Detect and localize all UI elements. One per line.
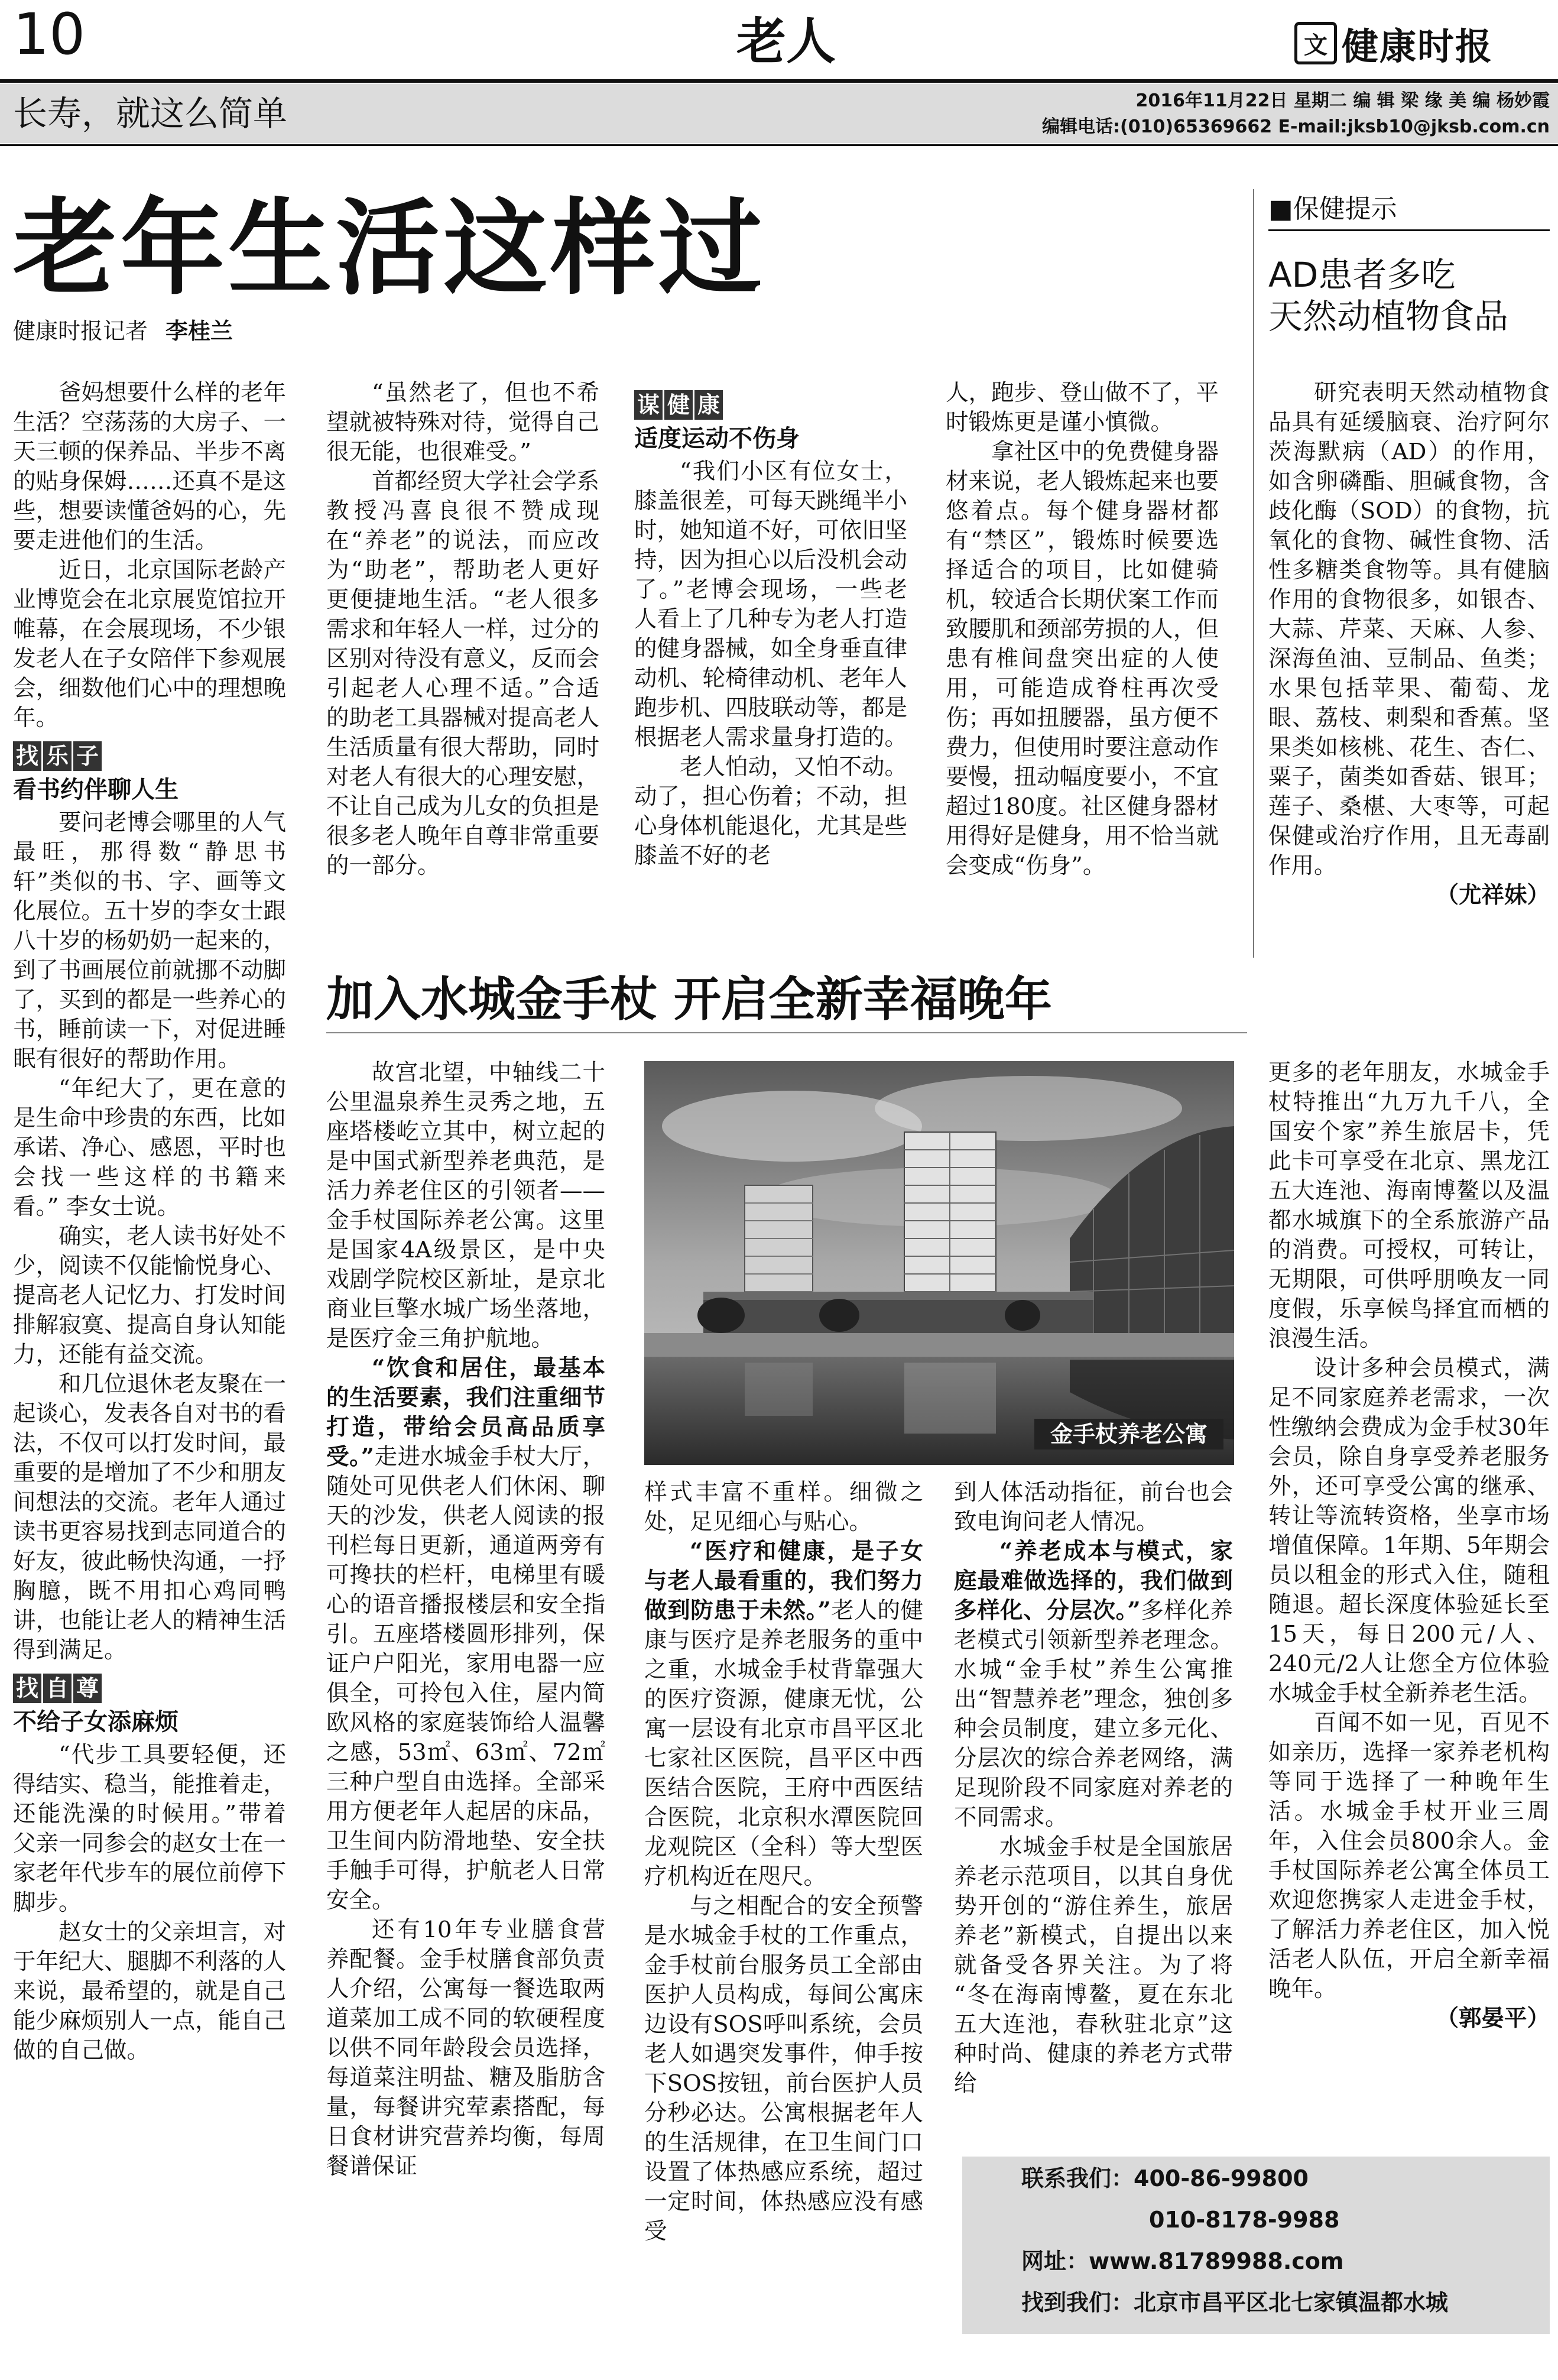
paragraph: 拿社区中的免费健身器材来说，老人锻炼起来也要悠着点。每个健身器材都有“禁区”，锻炼时候要选择适合的项目，比如健骑机，较适合长期伏案工作而致腰肌和颈部劳损的人，但患有椎间盘突出症的人使用，可能造成脊柱再次受伤；再如扭腰器，虽方便不费力，但使用时要注意动作要慢，扭动幅度要小，不宜超过180度。社区健身器材用得好是健身，用不恰当就会变成“伤身”。 [946,439,1219,879]
paragraph: 和几位退休老友聚在一起谈心，发表各自对书的看法，不仅可以打发时间，最重要的是增加了不少和朋友间想法的交流。老年人通过读书更容易找到志同道合的好友，彼此畅快沟通，一抒胸臆，既不用扣心鸡同鸭讲，也能让老人的精神生活得到满足。 [13,1371,287,1664]
tag-char: 找 [13,741,41,771]
logo-text: 健康时报 [1342,24,1494,68]
author-signature: （尤祥妹） [1436,882,1550,909]
subsection-tag [634,390,725,420]
header-rule [0,79,1558,83]
health-tip-label: ■保健提示 [1268,194,1397,224]
paragraph: 人，跑步、登山做不了，平时锻炼更是谨小慎微。 [946,380,1219,436]
paragraph: 首都经贸大学社会学系教授冯喜良很不赞成现在“养老”的说法，而应改为“助老”，帮助老人更好更便捷地生活。“老人很多需求和年轻人一样，过分的区别对待没有意义，反而会引起老人心理不适。”合适的助老工具器械对提高老人生活质量有很大帮助，同时对老人有很大的心理安慰，不让自己成为儿女的负担是很多老人晚年自尊非常重要的一部分。 [326,468,600,879]
byline-label: 健康时报记者 [13,318,148,344]
date-editor-line: 2016年11月22日 星期二 编 辑 梁 缘 美 编 杨妙霞 [1135,90,1550,111]
byline [13,313,233,349]
article-column-4 [946,378,1219,881]
ad-headline: 加入水城金手杖 开启全新幸福晚年 [326,971,1052,1027]
band-rule [0,144,1558,146]
paragraph: 还有10年专业膳食营养配餐。金手杖膳食部负责人介绍，公寓每一餐选取两道菜加工成不同的软硬程度以供不同年龄段会员选择，每道菜注明盐、糖及脂肪含量，每餐讲究荤素搭配，每日食材讲究营养均衡，每周餐谱保证 [326,1917,605,2180]
photo-caption: 金手杖养老公寓 [1034,1419,1223,1450]
article-column-1 [13,378,286,2066]
paragraph-text: 老人的健康与医疗是养老服务的重中之重，水城金手杖背靠强大的医疗资源，健康无忧，公寓一层设有北京市昌平区北七家社区医院，昌平区中西医结合医院，王府中西医结合医院，北京积水潭医院回龙观院区（全科）等大型医疗机构近在咫尺。 [644,1597,923,1890]
paragraph: 与之相配合的安全预警是水城金手杖的工作重点，金手杖前台服务员工全部由医护人员构成，每间公寓床边设有SOS呼叫系统，会员老人如遇突发事件，伸手按下SOS按钮，前台医护人员分秒必达。公寓根据老年人的生活规律，在卫生间门口设置了体热感应系统，超过一定时间，体热感应没有感受 [644,1893,923,2245]
paragraph: “代步工具要轻便，还得结实、稳当，能推着走，还能洗澡的时候用。”带着父亲一同参会的赵女士在一家老年代步车的展位前停下脚步。 [13,1742,287,1916]
contact-phone-2: 010-8178-9988 [1149,2207,1340,2233]
bold-quote: “医疗和健康，是子女与老人最看重的，我们努力做到防患于未然。” [644,1538,923,1624]
editor-contact-line: 编辑电话:(010)65369662 E-mail:jksb10@jksb.com.cn [1042,116,1550,137]
byline-author: 李桂兰 [165,318,233,344]
tag-char: 乐 [43,741,72,771]
ad-headline-rule [326,1032,1247,1033]
article-column-2 [326,378,599,881]
paragraph: “虽然老了，但也不希望就被特殊对待，觉得自己很无能，也很难受。” [326,380,600,465]
subheading: 不给子女添麻烦 [13,1708,178,1736]
tag-char: 尊 [73,1674,102,1703]
paragraph: 故宫北望，中轴线二十公里温泉养生灵秀之地，五座塔楼屹立其中，树立起的是中国式新型养老典范，是活力养老住区的引领者——金手杖国际养老公寓。这里是国家4A级景区，是中央戏剧学院校区新址，是京北商业巨擎水城广场坐落地，是医疗金三角护航地。 [326,1059,605,1352]
ad-column-3 [954,1478,1233,2099]
paragraph-text: 多样化养老模式引领新型养老理念。水城“金手杖”养生公寓推出“智慧养老”理念，独创多种会员制度，建立多元化、分层次的综合养老网络，满足现阶段不同家庭对养老的不同需求。 [954,1597,1233,1831]
health-tip-title-line: 天然动植物食品 [1268,296,1509,336]
tag-char: 谋 [634,390,663,420]
page-number: 10 [13,1,86,67]
contact-box [962,2157,1550,2334]
ad-column-2 [644,1478,923,2246]
paragraph: 确实，老人读书好处不少，阅读不仅能愉悦身心、提高老人记忆力、打发时间排解寂寞、提高自身认知能力，还能有益交流。 [13,1223,287,1368]
subsection-tag [13,1674,103,1703]
paragraph: 近日，北京国际老龄产业博览会在北京展览馆拉开帷幕，在会展现场，不少银发老人在子女陪伴下参观展会，细数他们心中的理想晚年。 [13,557,287,731]
health-tip-title-line: AD患者多吃 [1268,255,1456,295]
subheading: 适度运动不伤身 [634,425,800,452]
paragraph: “年纪大了，更在意的是生命中珍贵的东西，比如承诺、净心、感恩，平时也会找一些这样的书籍来看。” 李女士说。 [13,1075,287,1220]
contact-address: 找到我们：北京市昌平区北七家镇温都水城 [1021,2290,1449,2316]
paragraph: 爸妈想要什么样的老年生活？空荡荡的大房子、一天三顿的保养品、半步不离的贴身保姆……还真不是这些，想要读懂爸妈的心，先要走进他们的生活。 [13,380,287,554]
paragraph: 设计多种会员模式，满足不同家庭养老需求，一次性缴纳会费成为金手杖30年会员，除自身享受养老服务外，还可享受公寓的继承、转让等流转资格，坐享市场增值保障。1年期、5年期会员以租金的形式入住，随租随退。超长深度体验延长至15天，每日200元/人、240元/2人让您全方位体验水城金手杖全新养老生活。 [1268,1355,1550,1707]
ad-column-1 [326,1058,605,2181]
contact-phone-1: 联系我们：400-86-99800 [1021,2165,1309,2191]
newspaper-logo [1294,17,1549,70]
paragraph: “我们小区有位女士，膝盖很差，可每天跳绳半小时，她知道不好，可依旧坚持，因为担心以后没机会动了。”老博会现场，一些老人看上了几种专为老人打造的健身器械，如全身垂直律动机、轮椅律动机、老年人跑步机、四肢联动等，都是根据老人需求量身打造的。 [634,458,908,751]
bold-quote: “养老成本与模式，家庭最难做选择的，我们做到多样化、分层次。” [954,1538,1233,1624]
health-tip-body [1268,378,1550,910]
ad-column-4 [1268,1058,1550,2034]
health-tip-title [1268,254,1550,337]
paragraph: 样式丰富不重样。细微之处，足见细心与贴心。 [644,1479,923,1535]
paragraph [954,1537,1233,1833]
paragraph [326,1354,605,1915]
tag-char: 自 [43,1674,72,1703]
column-divider [1253,189,1254,958]
section-slogan: 长寿，就这么简单 [13,93,288,134]
health-tip-rule [1268,229,1550,231]
paragraph-text: 走进水城金手杖大厅，随处可见供老人们休闲、聊天的沙发，供老人阅读的报刊栏每日更新，通道两旁有可搀扶的栏杆，电梯里有暖心的语音播报楼层和安全指引。五座塔楼圆形排列，保证户户阳光，家用电器一应俱全，可拎包入住，屋内简欧风格的家庭装饰给人温馨之感，53㎡、63㎡、72㎡三种户型自由选择。全部采用方便老年人起居的床品，卫生间内防滑地垫、安全扶手触手可得，护航老人日常安全。 [326,1444,605,1914]
paragraph: 到人体活动指征，前台也会致电询问老人情况。 [954,1479,1233,1535]
paragraph [644,1537,923,1892]
tag-char: 找 [13,1674,41,1703]
apartment-photo [644,1061,1234,1465]
subheading: 看书约伴聊人生 [13,776,178,803]
paragraph: 百闻不如一见，百见不如亲历，选择一家养老机构等同于选择了一种晚年生活。水城金手杖开业三周年，入住会员800余人。金手杖国际养老公寓全体员工欢迎您携家人走进金手杖，了解活力养老住区，加入悦活老人队伍，开启全新幸福晚年。 [1268,1710,1550,2002]
paragraph: 研究表明天然动植物食品具有延缓脑衰、治疗阿尔茨海默病（AD）的作用，如含卵磷酯、胆碱食物，含歧化酶（SOD）的食物，抗氧化的食物、碱性食物、活性多糖类食物等。具有健脑作用的食物很多，如银杏、大蒜、芹菜、天麻、人参、深海鱼油、豆制品、鱼类；水果包括苹果、葡萄、龙眼、荔枝、刺梨和香蕉。坚果类如核桃、花生、杏仁、粟子，菌类如香菇、银耳；莲子、桑椹、大枣等，可起保健或治疗作用，且无毒副作用。 [1268,380,1550,879]
section-title: 老人 [736,12,836,70]
logo-mark-icon: 文 [1294,22,1337,64]
author-signature: （郭晏平） [1436,2005,1550,2032]
main-headline: 老年生活这样过 [13,187,767,309]
paragraph: 更多的老年朋友，水城金手杖特推出“九万九千八，全国安个家”养生旅居卡，凭此卡可享受在北京、黑龙江五大连池、海南博鳌以及温都水城旗下的全系旅游产品的消费。可授权，可转让，无期限，可供呼朋唤友一同度假，乐享候鸟择宜而栖的浪漫生活。 [1268,1059,1550,1352]
bold-quote: “饮食和居住，最基本的生活要素，我们注重细节打造，带给会员高品质享受。” [326,1355,605,1470]
tag-char: 子 [73,741,102,771]
paragraph: 老人怕动，又怕不动。动了，担心伤着；不动，担心身体机能退化，尤其是些膝盖不好的老 [634,754,908,869]
tag-char: 康 [694,390,723,420]
subsection-tag [13,741,103,771]
tag-char: 健 [664,390,693,420]
contact-website: 网址：www.81789988.com [1021,2248,1344,2274]
paragraph: 水城金手杖是全国旅居养老示范项目，以其自身优势开创的“游住养生，旅居养老”新模式，自提出以来就备受各界关注。为了将 “冬在海南博鳌，夏在东北五大连池，春秋驻北京”这种时尚、健康的养老方式带给 [954,1834,1233,2097]
paragraph: 要问老博会哪里的人气最旺，那得数“静思书轩”类似的书、字、画等文化展位。五十岁的李女士跟八十岁的杨奶奶一起来的，到了书画展位前就挪不动脚了，买到的都是一些养心的书，睡前读一下，对促进睡眠有很好的帮助作用。 [13,809,287,1072]
article-column-3 [634,378,907,871]
paragraph: 赵女士的父亲坦言，对于年纪大、腿脚不利落的人来说，最希望的，就是自己能少麻烦别人一点，能自己做的自己做。 [13,1919,287,2064]
